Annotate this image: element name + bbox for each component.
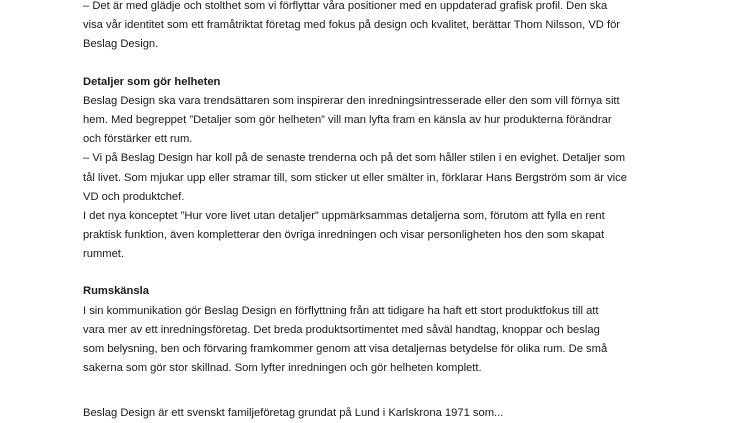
text-line: Beslag Design.	[83, 38, 159, 51]
text-line: I det nya konceptet ”Hur vore livet utan detaljer” uppmärksammas detaljerna som, förutom att fylla en rent	[83, 209, 605, 222]
text-line: rummet.	[83, 248, 125, 261]
text-line: och förstärker ett rum.	[83, 133, 193, 146]
text-line: som belysning, ben och förvaring framkommer genom att visa detaljernas betydelse för olika rum. De små	[83, 343, 608, 355]
text-line: praktisk funktion, även kompletterar den övriga inredningen och visar personligheten hos den som skapat	[83, 229, 605, 242]
section-rumskansla	[83, 282, 703, 378]
text-line: I sin kommunikation gör Beslag Design en förflyttning från att tidigare ha haft ett stort produktfokus till att	[83, 304, 599, 317]
section-heading: Detaljer som gör helheten	[83, 75, 221, 88]
text-line: visa vår identitet som ett framåtriktat företag med fokus på design och kvalitet, berättar Thom Nilsson, VD för	[83, 19, 621, 32]
document-body	[83, 0, 703, 419]
text-line: – Vi på Beslag Design har koll på de senaste trenderna och på det som håller stilen i en evighet. Detaljer som	[83, 152, 626, 165]
section-heading: Rumskänsla	[83, 285, 149, 298]
text-line: – Det är med glädje och stolthet som vi förflyttar våra positioner med en uppdaterad grafisk profil. Den ska	[83, 0, 608, 12]
text-line: sakerna som gör stor skillnad. Som lyfter inredningen och gör helheten komplett.	[83, 362, 482, 375]
text-line: tål livet. Som mjukar upp eller stramar till, som sticker ut eller smälter in, förklarar Hans Bergström som är vice	[83, 171, 627, 184]
text-line: Beslag Design ska vara trendsättaren som inspirerar den inredningsintresserade eller den som vill förnya sitt	[83, 94, 620, 107]
text-line: hem. Med begreppet ”Detaljer som gör helheten” vill man lyfta fram en känsla av hur produkterna förändrar	[83, 113, 612, 126]
cutoff-line: Beslag Design är ett svenskt familjeföretag grundat på Lund i Karlskrona 1971 som...	[83, 407, 504, 419]
section-detaljer	[83, 73, 703, 265]
text-line: vara mer av ett inredningsföretag. Det breda produktsortimentet med såväl handtag, knoppar och beslag	[83, 323, 600, 336]
intro-paragraph	[83, 0, 703, 55]
text-line: VD och produktchef.	[83, 190, 185, 203]
